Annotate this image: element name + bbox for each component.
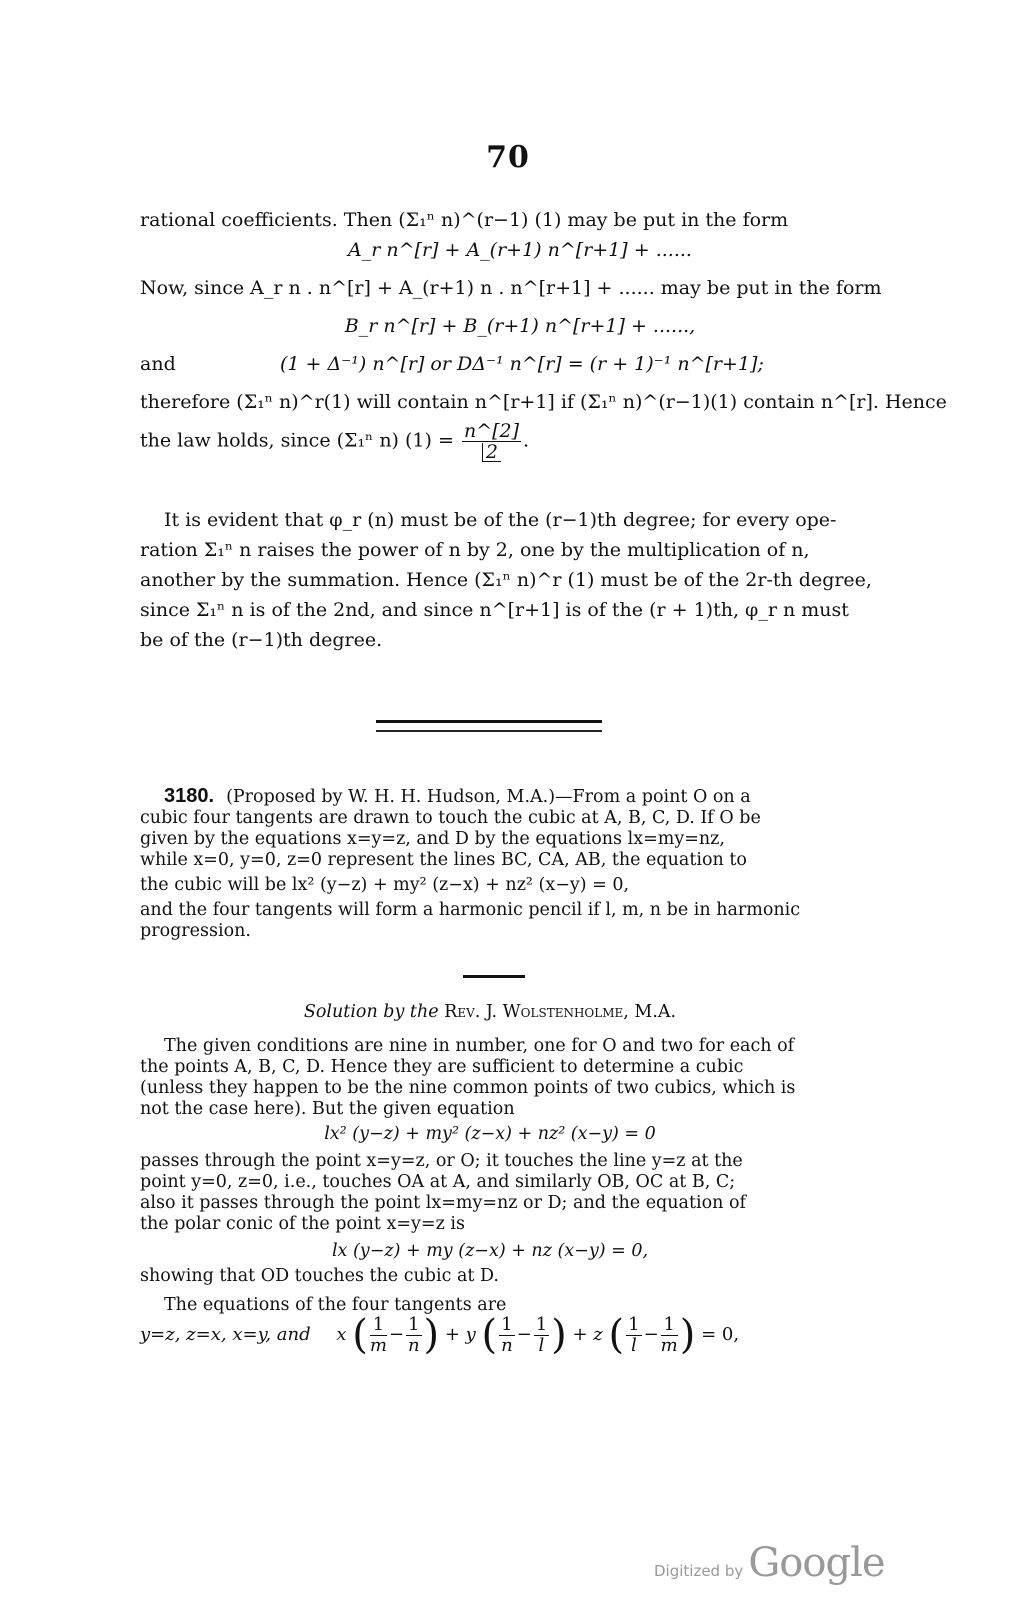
fraction	[370, 1315, 387, 1356]
text-span: (Proposed by W. H. H. Hudson, M.A.)—From a point O on a	[226, 787, 751, 807]
paren-close: )	[551, 1312, 567, 1358]
text-line: and the four tangents will form a harmonic pencil if l, m, n be in harmonic	[140, 900, 801, 920]
text-line: the points A, B, C, D. Hence they are sufficient to determine a cubic	[140, 1057, 744, 1077]
term-var: x	[336, 1324, 347, 1345]
problem-3180	[140, 786, 840, 942]
problem-number: 3180.	[164, 785, 215, 807]
text-line: also it passes through the point lx=my=nz or D; and the equation of	[140, 1193, 746, 1213]
fraction-denominator: m	[369, 1334, 387, 1356]
text-line: not the case here). But the given equation	[140, 1099, 515, 1119]
fraction	[534, 1315, 549, 1356]
text-line: be of the (r−1)th degree.	[140, 629, 383, 651]
fraction-numerator: 1	[535, 1313, 548, 1335]
text-line: Now, since A_r n . n^[r] + A_(r+1) n . n^[r+1] + ...... may be put in the form	[140, 277, 882, 299]
solution-paragraph-1	[140, 1036, 840, 1316]
text-line: another by the summation. Hence (Σ₁ⁿ n)^r (1) must be of the 2r-th degree,	[140, 569, 872, 591]
digitized-watermark	[654, 1540, 885, 1586]
section-divider	[376, 720, 602, 732]
term-var: y	[465, 1324, 476, 1345]
equation-cubic: lx² (y−z) + my² (z−x) + nz² (x−y) = 0	[324, 1124, 656, 1144]
paren-open: (	[608, 1312, 625, 1358]
fraction	[661, 1315, 678, 1356]
text-line: progression.	[140, 921, 251, 941]
fraction-denominator: m	[660, 1334, 678, 1356]
fraction-denominator: n	[407, 1334, 420, 1356]
watermark-prefix: Digitized by	[654, 1562, 744, 1580]
solution-author: Rev. J. Wolstenholme, M.A.	[444, 1002, 677, 1022]
equation-line: A_r n^[r] + A_(r+1) n^[r+1] + ......	[348, 239, 692, 261]
text-line: The given conditions are nine in number, one for O and two for each of	[164, 1036, 795, 1056]
text-line: cubic four tangents are drawn to touch the cubic at A, B, C, D. If O be	[140, 808, 761, 828]
equation-row	[140, 349, 840, 379]
fraction	[406, 1315, 421, 1356]
paragraph-degree	[140, 505, 872, 655]
solution-heading-italic: Solution by the	[303, 1002, 439, 1022]
text-line: therefore (Σ₁ⁿ n)^r(1) will contain n^[r+1] if (Σ₁ⁿ n)^(r−1)(1) contain n^[r]. Hence	[140, 391, 947, 413]
factorial-symbol: 2	[482, 443, 501, 462]
text-line: showing that OD touches the cubic at D.	[140, 1266, 499, 1286]
text-line: ration Σ₁ⁿ n raises the power of n by 2, one by the multiplication of n,	[140, 539, 810, 561]
fraction	[462, 421, 521, 462]
text-line: the polar conic of the point x=y=z is	[140, 1214, 465, 1234]
text-line: point y=0, z=0, i.e., touches OA at A, and similarly OB, OC at B, C;	[140, 1172, 736, 1192]
fraction-denominator	[462, 442, 521, 462]
text-line: rational coefficients. Then (Σ₁ⁿ n)^(r−1) (1) may be put in the form	[140, 209, 789, 231]
tangents-row: y=z, z=x, x=y, and x ( $\frac{1}{m}$ − $\frac{1}{n}$ ) + y ( $\frac{1}{n}$ − $\frac{1}{l}$ ) + z ( $\frac{1}{l}$ − $\frac{1}{m}$ ) = 0,	[140, 1312, 740, 1358]
solution-heading	[140, 1002, 840, 1023]
short-divider	[463, 975, 525, 978]
text-line: The equations of the four tangents are	[164, 1295, 507, 1315]
text-span: the law holds, since (Σ₁ⁿ n) (1) =	[140, 429, 454, 452]
fraction-numerator: 1	[408, 1313, 420, 1335]
text-line: the cubic will be lx² (y−z) + my² (z−x) + nz² (x−y) = 0,	[140, 875, 630, 895]
google-logo: Google	[748, 1540, 885, 1586]
equation-polar-conic: lx (y−z) + my (z−x) + nz (x−y) = 0,	[331, 1241, 649, 1261]
text-line: given by the equations x=y=z, and D by the equations lx=my=nz,	[140, 829, 725, 849]
paren-close: )	[679, 1312, 696, 1358]
continued-text	[140, 205, 947, 463]
period: .	[523, 429, 530, 452]
text-and: and	[140, 353, 176, 375]
text-line: (unless they happen to be the nine common points of two cubics, which is	[140, 1078, 796, 1098]
equation-line: (1 + Δ⁻¹) n^[r] or DΔ⁻¹ n^[r] = (r + 1)⁻¹ n^[r+1];	[280, 353, 764, 375]
equation-tail: = 0,	[701, 1324, 740, 1345]
text-line: It is evident that φ_r (n) must be of the (r−1)th degree; for every ope-	[164, 509, 837, 531]
equation-line: B_r n^[r] + B_(r+1) n^[r+1] + ......,	[344, 315, 696, 337]
paren-close: )	[423, 1312, 440, 1358]
fraction-numerator: 1	[370, 1315, 387, 1336]
tangents-lead: y=z, z=x, x=y, and	[140, 1324, 311, 1345]
paren-open: (	[481, 1312, 498, 1358]
fraction	[499, 1315, 514, 1356]
fraction-numerator: n^[2]	[463, 420, 520, 442]
page-number: 70	[486, 140, 530, 175]
text-line: while x=0, y=0, z=0 represent the lines BC, CA, AB, the equation to	[140, 850, 747, 870]
text-line-with-fraction	[140, 421, 840, 462]
term-var: z	[593, 1324, 603, 1345]
fraction	[626, 1315, 641, 1356]
fraction-numerator: 1	[501, 1313, 513, 1335]
fraction-denominator: l	[538, 1334, 545, 1356]
paren-open: (	[352, 1312, 368, 1358]
text-line: since Σ₁ⁿ n is of the 2nd, and since n^[r+1] is of the (r + 1)th, φ_r n must	[140, 599, 849, 621]
fraction-numerator: 1	[661, 1315, 678, 1336]
text-line: passes through the point x=y=z, or O; it touches the line y=z at the	[140, 1151, 743, 1171]
fraction-denominator: n	[501, 1334, 513, 1356]
fraction-denominator: l	[630, 1334, 637, 1356]
equation-tangents	[140, 1312, 840, 1358]
problem-first-line	[140, 786, 840, 808]
fraction-numerator: 1	[628, 1313, 640, 1335]
